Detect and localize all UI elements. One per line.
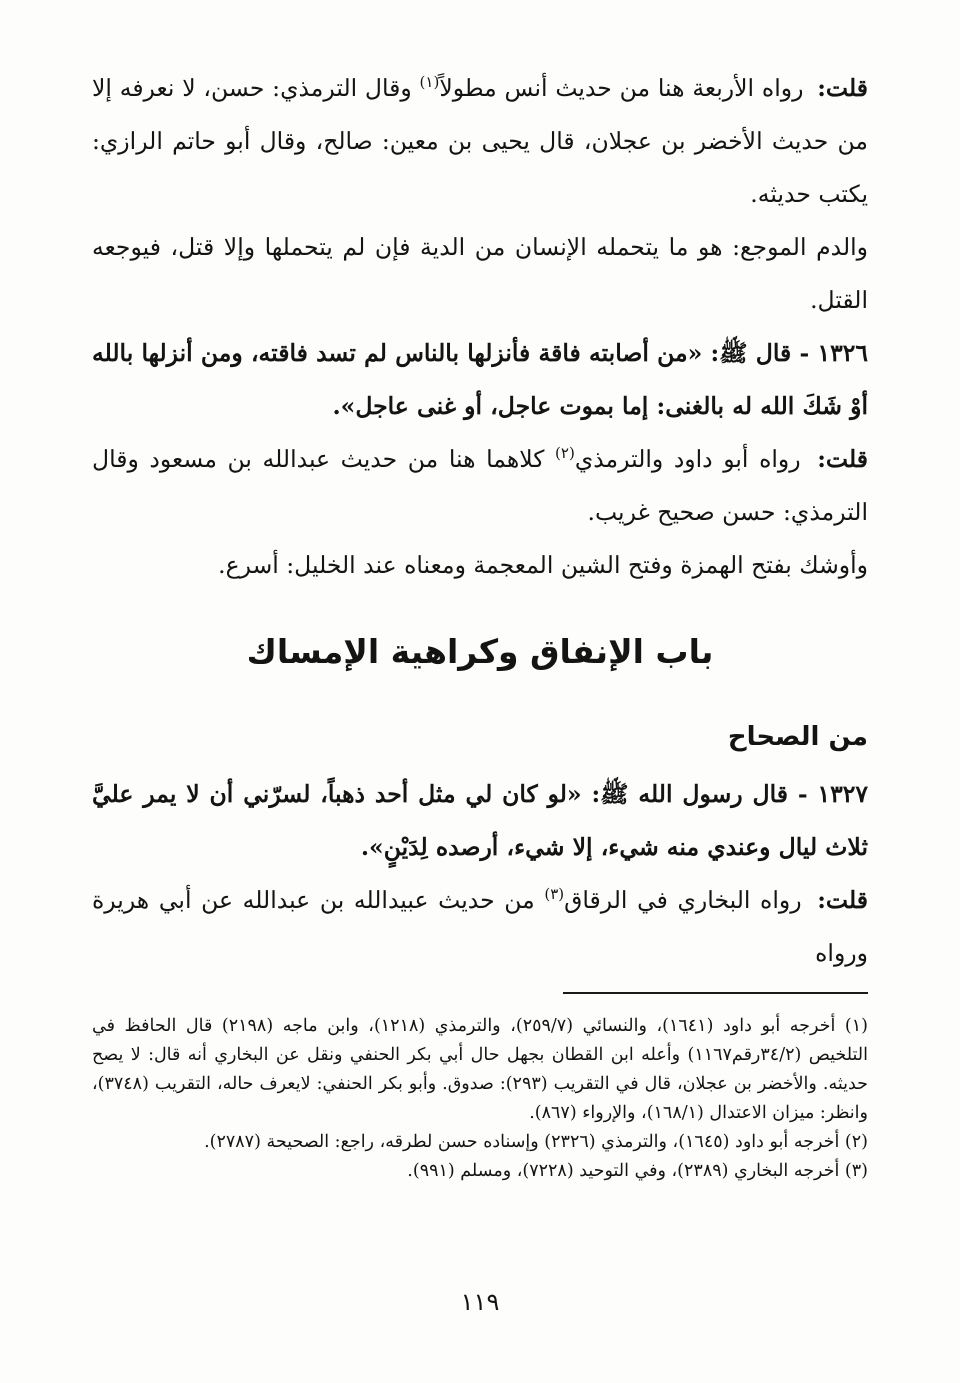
qultu-label: قلت: [817,445,868,473]
paragraph-4 [92,433,868,539]
second-block [92,768,868,980]
qultu-label: قلت: [817,74,868,102]
paragraph-7 [92,874,868,980]
footnote-divider [563,992,868,994]
page-number: ١١٩ [460,1288,500,1316]
footnote-ref-1[interactable]: (١) [419,73,440,92]
footnote-3: (٣) أخرجه البخاري (٢٣٨٩)، وفي التوحيد (٧٢٢٨)، ومسلم (٩٩١). [407,1161,868,1181]
footnote-ref-2[interactable]: (٢) [555,444,575,463]
footnote-1: (١) أخرجه أبو داود (١٦٤١)، والنسائي (٢٥٩/٧)، والترمذي (١٢١٨)، وابن ماجه (٢١٩٨) قال الحافظ في التلخيص (٣٤/٢رقم١١٦٧) وأعله ابن القطان بجهل حال أبي بكر الحنفي ونقل عن البخاري أنه قال: لا يصح حديثه. والأخضر بن عجلان، قال في التقريب (٢٩٣): صدوق. وأبو بكر الحنفي: لايعرف حاله، التقريب (٣٧٤٨)، وانظر: ميزان الاعتدال (١٦٨/١)، والإرواء (٨٦٧). [92,1016,868,1123]
main-text [92,62,868,967]
hadith-1327: ١٣٢٧ - قال رسول الله ﷺ: «لو كان لي مثل أحد ذهباً، لسرّني أن لا يمر عليَّ ثلاث ليال وعندي منه شيء، إلا شيء، أرصده لِدَيْنٍ». [92,780,868,861]
paragraph-1-text-b: وقال الترمذي: حسن، لا نعرفه إلا من حديث الأخضر بن عجلان، قال يحيى بن معين: صالح، وقال أبو حاتم الرازي: يكتب حديثه. [92,74,868,208]
paragraph-7-text-a: رواه البخاري في الرقاق [564,886,802,914]
section-title: من الصحاح [727,722,868,752]
paragraph-1-text-a: رواه الأربعة هنا من حديث أنس مطولاً [439,74,804,102]
footnote-2: (٢) أخرجه أبو داود (١٦٤٥)، والترمذي (٢٣٢٦) وإسناده حسن لطرقه، راجع: الصحيحة (٢٧٨٧). [204,1132,868,1152]
paragraph-1 [92,62,868,221]
chapter-title: باب الإنفاق وكراهية الإمساك [246,632,714,671]
paragraph-2: والدم الموجع: هو ما يتحمله الإنسان من الدية فإن لم يتحملها وإلا قتل، فيوجعه القتل. [92,233,868,314]
paragraph-4-text-b: كلاهما هنا من حديث عبدالله بن مسعود وقال الترمذي: حسن صحيح غريب. [92,445,868,526]
paragraph-7-text-b: من حديث عبيدالله بن عبدالله عن أبي هريرة ورواه [92,886,868,967]
paragraph-4-text-a: رواه أبو داود والترمذي [574,445,801,473]
paragraph-5: وأوشك بفتح الهمزة وفتح الشين المعجمة ومعناه عند الخليل: أسرع. [218,551,868,579]
footnotes [92,1012,868,1186]
footnote-ref-3[interactable]: (٣) [544,885,565,904]
qultu-label: قلت: [817,886,868,914]
hadith-1326: ١٣٢٦ - قال ﷺ: «من أصابته فاقة فأنزلها بالناس لم تسد فاقته، ومن أنزلها بالله أوْ شَكَ الله له بالغنى: إما بموت عاجل، أو غنى عاجل». [92,339,868,420]
